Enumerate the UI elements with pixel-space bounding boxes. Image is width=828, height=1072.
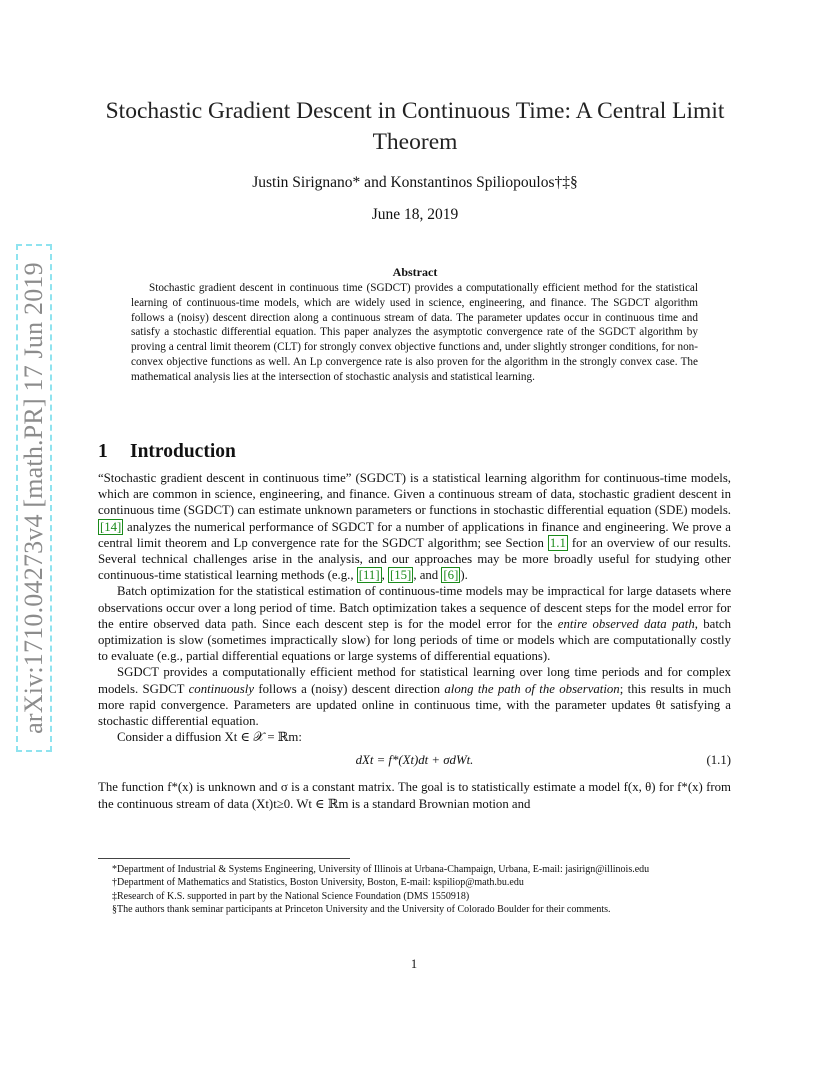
paragraph: Consider a diffusion Xt ∈ 𝒳 = ℝm:: [117, 730, 302, 745]
paragraph: [98, 583, 731, 664]
text-run: analyzes the numerical performance of SGDCT for a number of applications in finance and engineering. We prove a central limit theorem and Lp convergence rate for the SGDCT algorithm; see Section: [98, 519, 731, 550]
paragraph: [98, 664, 731, 729]
footnote: *Department of Industrial & Systems Engineering, University of Illinois at Urbana-Champaign, Urbana, E-mail: jasirign@illinois.edu: [112, 864, 650, 875]
section-number: 1: [98, 441, 108, 462]
footnote: ‡Research of K.S. supported in part by the National Science Foundation (DMS 1550918): [112, 890, 470, 902]
footnote: †Department of Mathematics and Statistics, Boston University, Boston, E-mail: kspiliop@math.bu.edu: [112, 877, 524, 889]
arxiv-stamp: [16, 244, 52, 752]
text-run: ; this results in much more rapid convergence. Parameters are updated online in continuous time, with the parameter updates θt satisfying a stochastic differential equation.: [98, 681, 731, 729]
section-heading: [98, 441, 236, 463]
paragraph: The function f*(x) is unknown and σ is a constant matrix. The goal is to statistically estimate a model f(x, θ) for f*(x) from the continuous stream of data (Xt)t≥0. Wt ∈ ℝm is a standard Brownian motion and: [98, 780, 731, 811]
emphasis: along the path of the observation: [444, 681, 620, 696]
footnote-rule: [98, 858, 350, 859]
abstract-text: Stochastic gradient descent in continuous time (SGDCT) provides a computationally efficient method for the statistical learning of continuous-time models, which are widely used in science, engineering, and finance. The SGDCT algorithm follows a (noisy) descent direction along a continuous stream of data. The parameter updates occur in continuous time and satisfy a stochastic differential equation. This paper analyzes the asymptotic convergence rate of the SGDCT algorithm by proving a central limit theorem (CLT) for strongly convex objective functions and, under slightly stronger conditions, for non-convex objective functions as well. An Lp convergence rate is also proven for the algorithm in the strongly convex case. The mathematical analysis lies at the intersection of stochastic analysis and statistical learning.: [131, 282, 698, 383]
equation-formula: dXt = f*(Xt)dt + σdWt.: [355, 753, 474, 768]
paper-authors: Justin Sirignano* and Konstantinos Spiliopoulos†‡§: [252, 174, 578, 191]
text-run: , batch optimization is slow (sometimes impractically slow) for long periods of time or models which are computationally costly to evaluate (e.g., partial differential equations or large systems of differential equations).: [98, 616, 731, 664]
citation-link[interactable]: [6]: [443, 568, 459, 583]
equation-number: (1.1): [706, 753, 731, 768]
abstract-heading: Abstract: [392, 265, 438, 279]
paper-title: Stochastic Gradient Descent in Continuous Time: A Central Limit Theorem: [105, 98, 725, 155]
section-title: Introduction: [130, 441, 236, 462]
section-ref-link[interactable]: 1.1: [549, 535, 566, 550]
emphasis: continuously: [188, 681, 255, 696]
text-run: follows a (noisy) descent direction: [254, 681, 445, 696]
text-run: for an overview of our results. Several technical challenges arise in the analysis, and our approaches may be more broadly useful for studying other continuous-time statistical learning methods (e.g.,: [98, 535, 732, 583]
paper-date: June 18, 2019: [371, 206, 459, 223]
citation-link[interactable]: [15]: [390, 568, 412, 583]
footnote: §The authors thank seminar participants at Princeton University and the University of Colorado Boulder for their comments.: [112, 904, 611, 916]
page-number: 1: [410, 957, 418, 971]
emphasis: entire observed data path: [557, 616, 695, 631]
text-run: Batch optimization for the statistical estimation of continuous-time models may be impractical for large datasets where observations occur over a long period of time. Batch optimization takes a sequence of descent steps for the model error for the entire observed data path. Since each descent step is for the model error for the: [98, 584, 731, 631]
text-run: SGDCT provides a computationally efficient method for statistical learning over long time periods and for complex models. SGDCT: [98, 665, 731, 696]
paragraph: [98, 470, 731, 583]
equation: [98, 749, 731, 771]
text-run: ,: [381, 568, 388, 583]
citation-link[interactable]: [14]: [100, 519, 122, 534]
text-run: “Stochastic gradient descent in continuous time” (SGDCT) is a statistical learning algorithm for continuous-time models, which are common in science, engineering, and finance. Given a continuous stream of data, stochastic gradient descent in continuous time (SGDCT) can estimate unknown parameters or functions in stochastic differential equation (SDE) models.: [98, 471, 731, 518]
citation-link[interactable]: [11]: [358, 568, 380, 583]
text-run: ).: [460, 568, 468, 583]
body-text: [98, 470, 731, 812]
footnotes: [98, 863, 731, 917]
text-run: , and: [413, 568, 442, 583]
arxiv-stamp-text: arXiv:1710.04273v4 [math.PR] 17 Jun 2019: [19, 262, 48, 734]
